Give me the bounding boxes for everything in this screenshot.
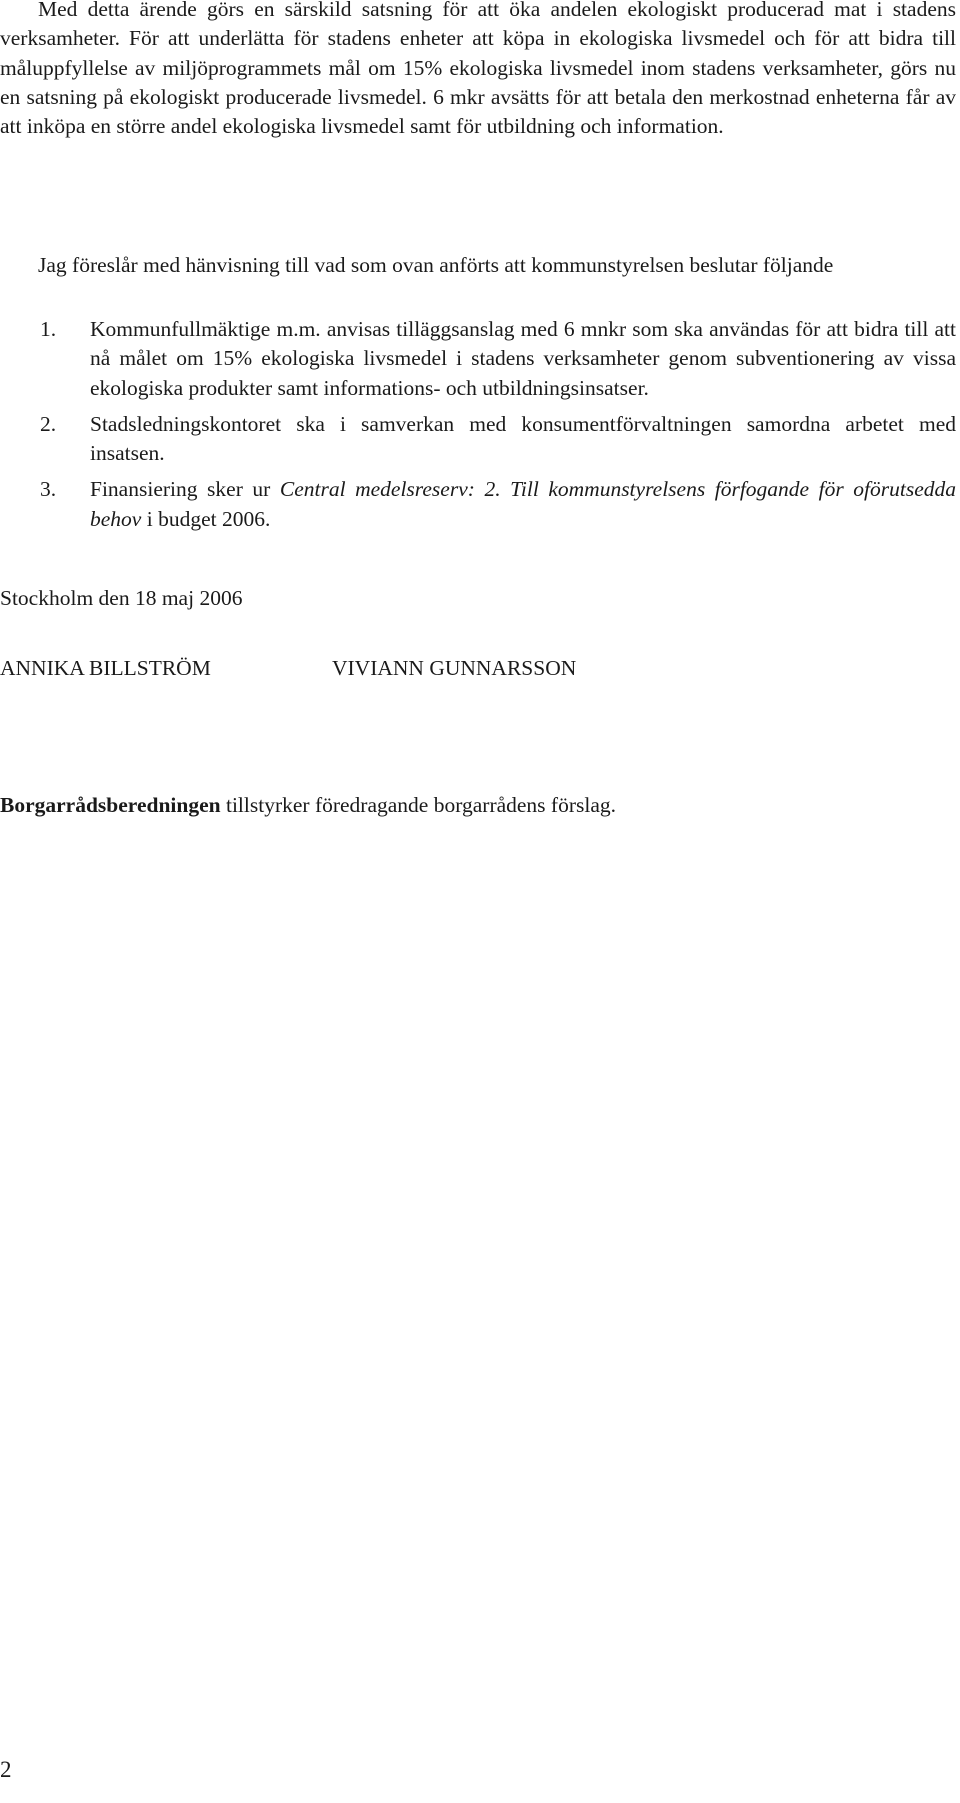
intro-paragraph: Med detta ärende görs en särskild satsning för att öka andelen ekologiskt producerad mat i stadens verksamheter. För att underlätta för stadens enheter att köpa in ekologiska livsmedel och för att bidra till måluppfyllelse av miljöprogrammets mål om 15% ekologiska livsmedel inom stadens verksamheter, görs nu en satsning på ekologiskt producerade livsmedel. 6 mkr avsätts för att betala den merkostnad enheterna får av att inköpa en större andel ekologiska livsmedel samt för utbildning och information. bbox=[0, 0, 956, 139]
decision-statement bbox=[0, 791, 616, 820]
list-item-text bbox=[90, 477, 956, 530]
list-item-text: Stadsledningskontoret ska i samverkan med konsumentförvaltningen samordna arbetet med insatsen. bbox=[90, 411, 956, 466]
list-item bbox=[0, 410, 956, 469]
list-item-italic-reference: Central medelsreserv: 2. Till kommunstyrelsens förfogande för oförutsedda behov bbox=[90, 477, 956, 531]
signature-name: ANNIKA BILLSTRÖM bbox=[0, 656, 211, 680]
list-item-text-start: Finansiering sker ur bbox=[90, 477, 280, 502]
list-item bbox=[0, 315, 956, 403]
list-item-text: Kommunfullmäktige m.m. anvisas tilläggsanslag med 6 mnkr som ska användas för att bidra till att nå målet om 15% ekologiska livsmedel i stadens verksamheter genom subventionering av vissa ekologiska produkter samt informations- och utbildningsinsatser. bbox=[90, 317, 956, 400]
date-line: Stockholm den 18 maj 2006 bbox=[0, 586, 243, 610]
proposal-paragraph: Jag föreslår med hänvisning till vad som ovan anförts att kommunstyrelsen beslutar följande bbox=[38, 253, 834, 277]
list-item bbox=[0, 475, 956, 534]
decision-list bbox=[0, 315, 956, 541]
decision-text: tillstyrker föredragande borgarrådens förslag. bbox=[220, 793, 617, 817]
list-item-number: 2. bbox=[40, 411, 57, 436]
page-number: 2 bbox=[0, 1757, 12, 1782]
list-item-text-end: i budget 2006. bbox=[141, 506, 271, 531]
decision-body-name: Borgarrådsberedningen bbox=[0, 793, 221, 817]
list-item-number: 3. bbox=[40, 477, 57, 502]
signature-block bbox=[0, 654, 577, 683]
signature-name: VIVIANN GUNNARSSON bbox=[332, 656, 577, 680]
list-item-number: 1. bbox=[40, 317, 57, 341]
